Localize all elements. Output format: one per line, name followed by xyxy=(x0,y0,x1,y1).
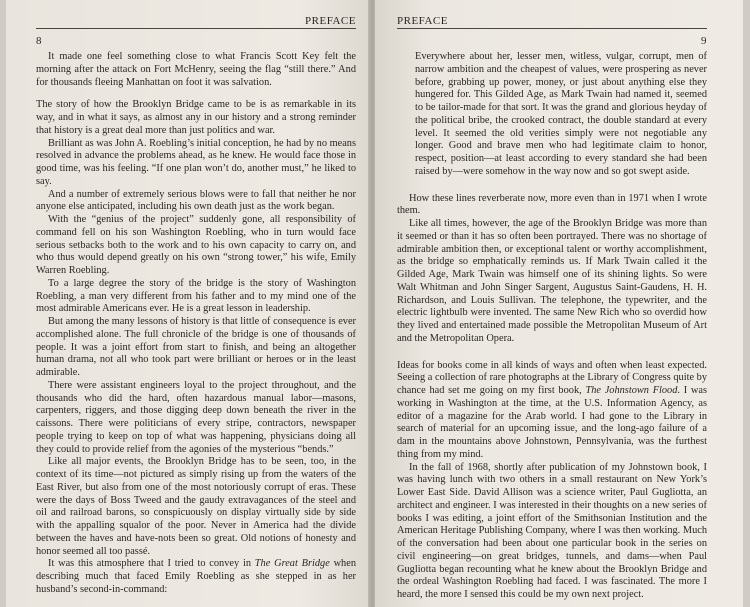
running-head: PREFACE xyxy=(305,15,356,27)
block-quote: Everywhere about her, lesser men, witless, vulgar, corrupt, men of narrow ambition and the cheapest of values, were prospering as never before, grabbing up power, money, or just about anything else they hungered for. This Gilded Age, as Mark Twain had named it, seemed to be tailor-made for that sort. It was the grand and glorious heyday of the political bribe, the crooked contract, the double standard at every level. It seemed the old verities simply were not negotiable any longer. Good and brave men who had legitimate claim to honor, respect, position—at least according to every standard she had been raised by—were somehow in the way now and so got swept aside. xyxy=(415,51,707,177)
paragraph: How these lines reverberate now, more even than in 1971 when I wrote them. xyxy=(397,192,707,217)
paragraph: There were assistant engineers loyal to the project throughout, and the thousands who did the hard, often hazardous manual labor—masons, carpenters, riggers, and those digging deep down beneath the river in the caissons. There were politicians of every stripe, contractors, newspaper people trying to keep on top of what was happening, physicians doing all they could to provide relief from the agonies of the mysterious “bends.” xyxy=(36,379,356,455)
paragraph: It made one feel something close to what Francis Scott Key felt the morning after the attack on Fort McHenry, seeing the flag “still there.” And for thousands fleeing Manhattan on foot it was salvation. xyxy=(36,51,356,88)
book-title: The Great Bridge xyxy=(254,558,330,570)
paragraph: But among the many lessons of history is that little of consequence is ever accomplished alone. The full chronicle of the bridge is one of thousands of people. It was a joint effort from start to finish, and being an altogether human drama, not all who took part were brilliant or heroes or in the least admirable. xyxy=(36,316,356,378)
paragraph xyxy=(36,558,356,596)
right-page-text xyxy=(397,193,707,602)
paragraph: Brilliant as was John A. Roebling’s initial conception, he had by no means resolved in advance the problems ahead, as he knew. He would face those in good time, was his feeling. “If one plan won’t do, another must,” he liked to say. xyxy=(36,137,356,187)
right-page-header xyxy=(397,15,707,47)
text-run: Ideas for books come in all kinds of ways and often when least expected. Seeing a collection of rare photographs at the Library of Congress quite by chance had set me going on my first book, xyxy=(397,359,707,396)
right-page xyxy=(375,0,743,607)
paragraph: In the fall of 1968, shortly after publication of my Johnstown book, I was having lunch with two others in a small restaurant on New York’s Lower East Side. David Allison was a science writer, Paul Gugliotta, an architect and engineer. I was interested in their thoughts on a new series of books I was editing, a joint effort of the Smithsonian Institution and the American Heritage Publishing Company, where I was then working. Much of the conversation had been about one particular book in the series on civil engineering—on great bridges, tunnels, and dams—when Paul Gugliotta began recounting what he knew about the Brooklyn Bridge and the ordeal Washington Roebling had faced. I was fascinated. The more I heard, the more I sensed this could be my own next project. xyxy=(397,461,707,600)
text-run: . I was working in Washington at the time, at the U.S. Information Agency, as editor of a magazine for the Arab world. I had gone to the Library in search of material for an upcoming issue, and the long-ago failure of a dam in the mountains above Johnstown, Pennsylvania, was the furthest thing from my mind. xyxy=(397,385,707,460)
left-page-header xyxy=(36,15,356,47)
header-rule xyxy=(36,28,356,29)
paragraph: The story of how the Brooklyn Bridge came to be is as remarkable in its way, and in what it says, as almost any in our history and a strong reminder that history is a great deal more than just politics and war. xyxy=(36,99,356,136)
text-run: It was this atmosphere that I tried to convey in xyxy=(48,558,255,570)
book-title: The Johnstown Flood xyxy=(585,385,678,396)
left-page-text xyxy=(36,51,356,597)
left-page xyxy=(6,0,370,607)
paragraph: With the “genius of the project” suddenly gone, all responsibility of command fell on his son Washington Roebling, who in turn would face serious setbacks both to the work and to his own capacity to carry on, and who thus would depend greatly on his own “strong tower,” his wife, Emily Warren Roebling. xyxy=(36,214,356,276)
paragraph: Like all major events, the Brooklyn Bridge has to be seen, too, in the context of its time—not pictured as simply rising up from the waters of the East River, but also from one of the most notoriously corrupt of eras. These were the days of Boss Tweed and the gaudy extravagances of the steel and oil and railroad barons, so conspicuously on display virtually side by side with the appalling squalor of the poor. Never in America had the divide between the haves and have-nots been so great. Old notions of honesty and honor seemed all too passé. xyxy=(36,456,356,557)
header-rule xyxy=(397,28,707,29)
running-head: PREFACE xyxy=(397,15,448,27)
paragraph xyxy=(397,360,707,462)
text-run: when describing much that faced Emily Roebling as she stepped in as her husband’s second-in-command: xyxy=(36,558,356,595)
paragraph: Like all times, however, the age of the Brooklyn Bridge was more than it seemed or than it has so often been portrayed. There was no shortage of admirable ambition then, or exceptional talent or worthy accomplishment, as the bridge so emphatically reminds us. If Mark Twain called it the Gilded Age, Mark Twain was himself one of its shining lights. So were Walt Whitman and John Singer Sargent, Augustus Saint-Gaudens, H. H. Richardson, and Louis Sullivan. The telephone, the typewriter, and the electric lightbulb were invented. The same New Rich who so overdid how they lived and entertained made possible the Metropolitan Museum of Art and the Metropolitan Opera. xyxy=(397,218,707,344)
page-number: 9 xyxy=(701,35,707,47)
paragraph: And a number of extremely serious blows were to fall that neither he nor anyone else anticipated, including his own death just as the work began. xyxy=(36,188,356,213)
page-number: 8 xyxy=(36,35,42,47)
block-quote-wrap xyxy=(397,51,707,179)
paragraph: To a large degree the story of the bridge is the story of Washington Roebling, a man very different from his father and to my mind one of the most admirable Americans ever. He is a great lesson in leadership. xyxy=(36,277,356,315)
